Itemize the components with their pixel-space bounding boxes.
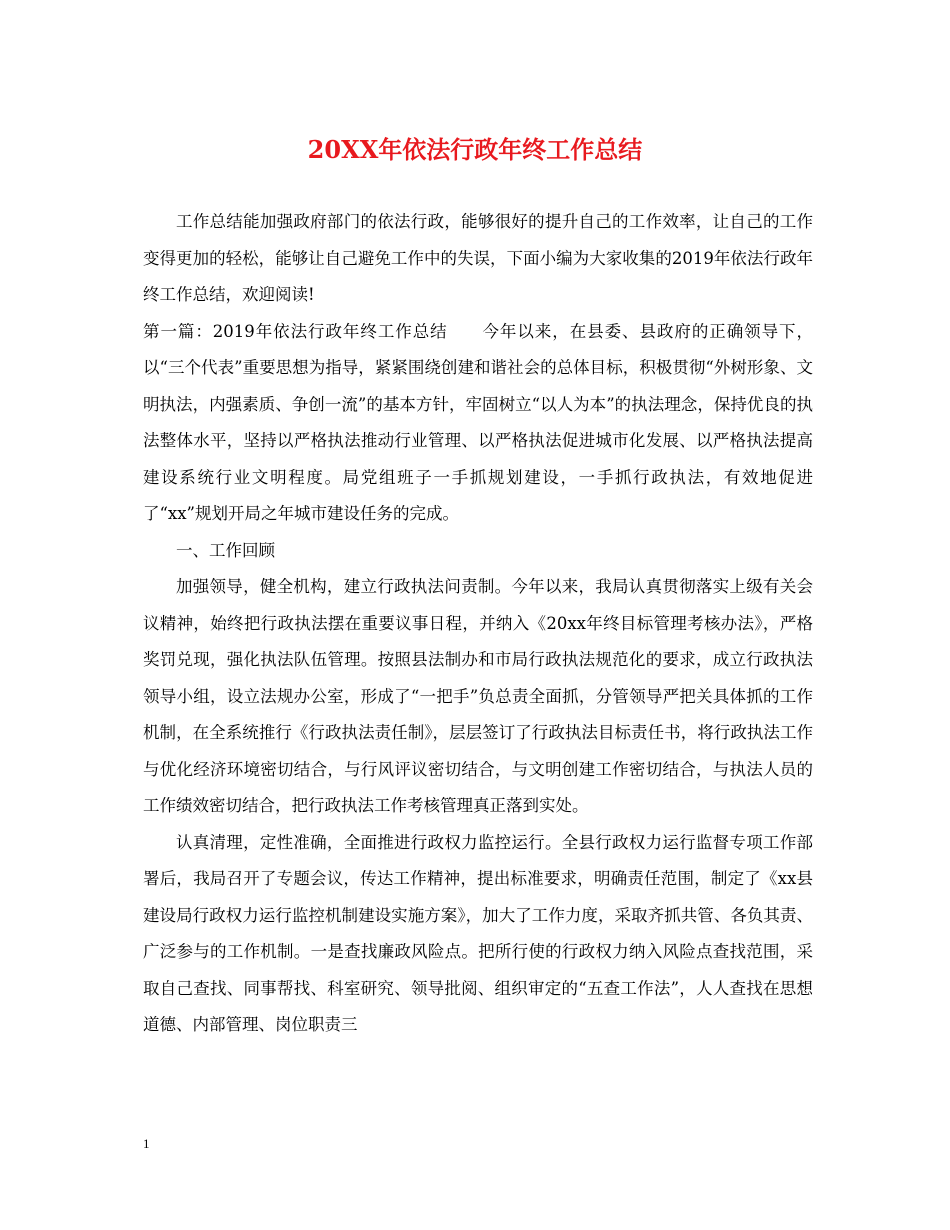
section-heading: 一、工作回顾 <box>176 540 275 560</box>
body-paragraph: 认真清理，定性准确，全面推进行政权力监控运行。全县行政权力运行监督专项工作部署后，我局召开了专题会议，传达工作精神，提出标准要求，明确责任范围，制定了《xx县建设局行政权力运行监控机制建设实施方案》，加大了工作力度，采取齐抓共管、各负其责、广泛参与的工作机制。一是查找廉政风险点。把所行使的行政权力纳入风险点查找范围，采取自己查找、同事帮找、科室研究、领导批阅、组织审定的“五查工作法”，人人查找在思想道德、内部管理、岗位职责三 <box>143 832 813 1034</box>
body-paragraph: 加强领导，健全机构，建立行政执法问责制。今年以来，我局认真贯彻落实上级有关会议精神，始终把行政执法摆在重要议事日程，并纳入《20xx年终目标管理考核办法》，严格奖罚兑现，强化执法队伍管理。按照县法制办和市局行政执法规范化的要求，成立行政执法领导小组，设立法规办公室，形成了“一把手”负总责全面抓，分管领导严把关具体抓的工作机制，在全系统推行《行政执法责任制》，层层签订了行政执法目标责任书，将行政执法工作与优化经济环境密切结合，与行风评议密切结合，与文明创建工作密切结合，与执法人员的工作绩效密切结合，把行政执法工作考核管理真正落到实处。 <box>143 577 813 815</box>
document-title: 20XX年依法行政年终工作总结 <box>307 135 643 164</box>
intro-paragraph: 工作总结能加强政府部门的依法行政，能够很好的提升自己的工作效率，让自己的工作变得更加的轻松，能够让自己避免工作中的失误，下面小编为大家收集的2019年依法行政年终工作总结，欢迎阅读! <box>143 212 813 304</box>
first-article-paragraph: 第一篇：2019年依法行政年终工作总结 今年以来，在县委、县政府的正确领导下，以“三个代表”重要思想为指导，紧紧围绕创建和谐社会的总体目标，积极贯彻“外树形象、文明执法，内强素质、争创一流”的基本方针，牢固树立“以人为本”的执法理念，保持优良的执法整体水平，坚持以严格执法推动行业管理、以严格执法促进城市化发展、以严格执法提高建设系统行业文明程度。局党组班子一手抓规划建设，一手抓行政执法，有效地促进了“xx”规划开局之年城市建设任务的完成。 <box>143 321 813 523</box>
page-number: 1 <box>143 1136 150 1151</box>
document-body <box>143 204 813 1044</box>
